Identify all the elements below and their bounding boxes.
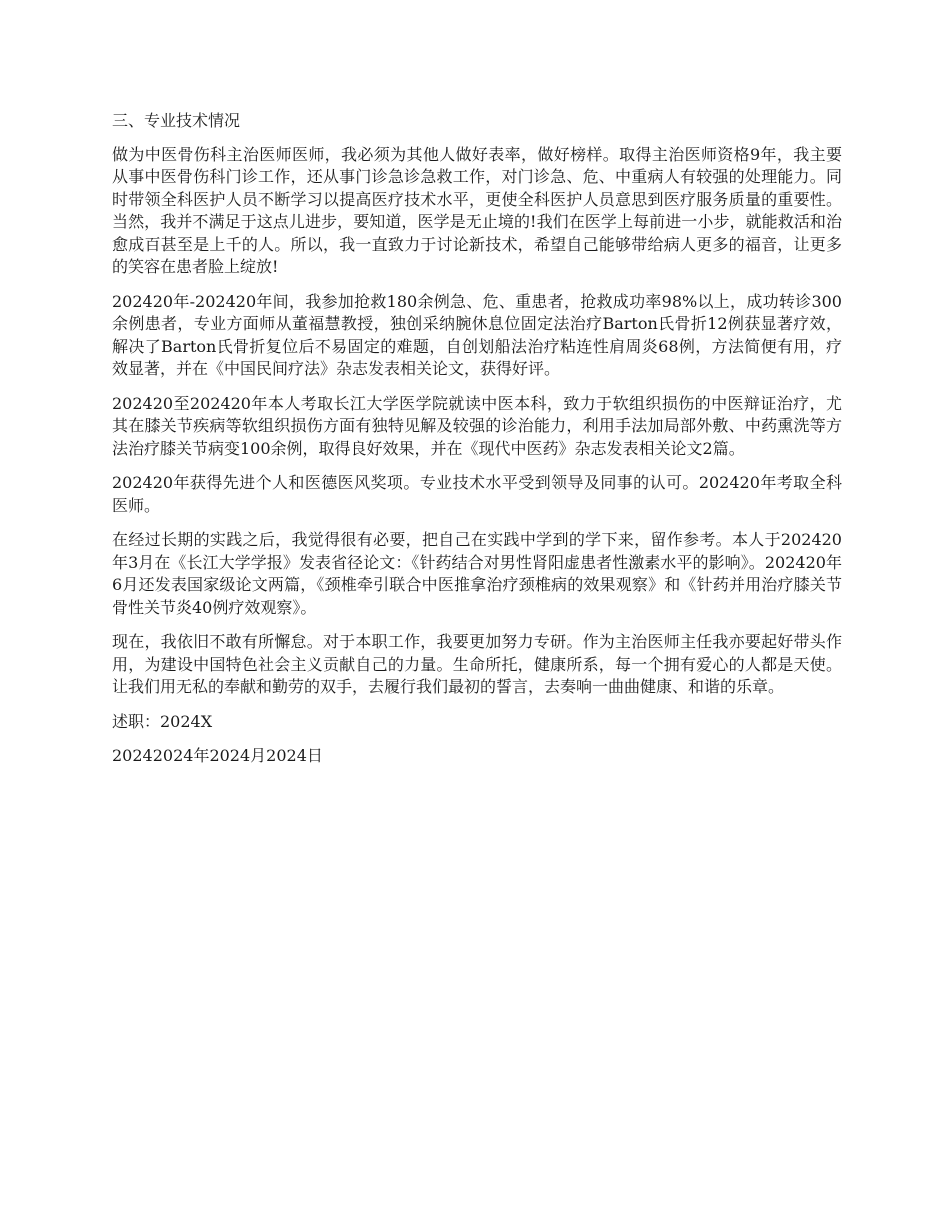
paragraph-publications: 在经过长期的实践之后，我觉得很有必要，把自己在实践中学到的学下来，留作参考。本人于202420年3月在《长江大学学报》发表省径论文：《针药结合对男性肾阳虚患者性激素水平的影响》。202420年6月还发表国家级论文两篇，《颈椎牵引联合中医推拿治疗颈椎病的效果观察》和《针药并用治疗膝关节骨性关节炎40例疗效观察》。 <box>112 530 842 617</box>
paragraph-rescue-achievements: 202420年-202420年间，我参加抢救180余例急、危、重患者，抢救成功率98%以上，成功转诊300余例患者，专业方面师从董福慧教授，独创采纳腕休息位固定法治疗Barton氏骨折12例获显著疗效，解决了Barton氏骨折复位后不易固定的难题，自创划船法治疗粘连性肩周炎68例，方法简便有用，疗效显著，并在《中国民间疗法》杂志发表相关论文，获得好评。 <box>112 291 842 378</box>
date-line: 20242024年2024月2024日 <box>112 746 323 765</box>
document-body <box>112 110 842 780</box>
signature-line: 述职：2024X <box>112 711 213 731</box>
paragraph-conclusion: 现在，我依旧不敢有所懈怠。对于本职工作，我要更加努力专研。作为主治医师主任我亦要起好带头作用，为建设中国特色社会主义贡献自己的力量。生命所托，健康所系，每一个拥有爱心的人都是天使。让我们用无私的奉献和勤劳的双手，去履行我们最初的誓言，去奏响一曲曲健康、和谐的乐章。 <box>112 632 842 696</box>
paragraph-intro: 做为中医骨伤科主治医师医师，我必须为其他人做好表率，做好榜样。取得主治医师资格9年，我主要从事中医骨伤科门诊工作，还从事门诊急诊急救工作，对门诊急、危、中重病人有较强的处理能力。同时带领全科医护人员不断学习以提高医疗技术水平，更使全科医护人员意思到医疗服务质量的重要性。当然，我并不满足于这点儿进步，要知道，医学是无止境的!我们在医学上每前进一小步，就能救活和治愈成百甚至是上千的人。所以，我一直致力于讨论新技术，希望自己能够带给病人更多的福音，让更多的笑容在患者脸上绽放! <box>112 144 842 276</box>
paragraph-education: 202420至202420年本人考取长江大学医学院就读中医本科，致力于软组织损伤的中医辩证治疗，尤其在膝关节疾病等软组织损伤方面有独特见解及较强的诊治能力，利用手法加局部外敷、中药熏洗等方法治疗膝关节病变100余例，取得良好效果，并在《现代中医药》杂志发表相关论文2篇。 <box>112 393 842 458</box>
paragraph-awards: 202420年获得先进个人和医德医风奖项。专业技术水平受到领导及同事的认可。202420年考取全科医师。 <box>112 473 842 515</box>
section-heading: 三、专业技术情况 <box>112 111 241 130</box>
